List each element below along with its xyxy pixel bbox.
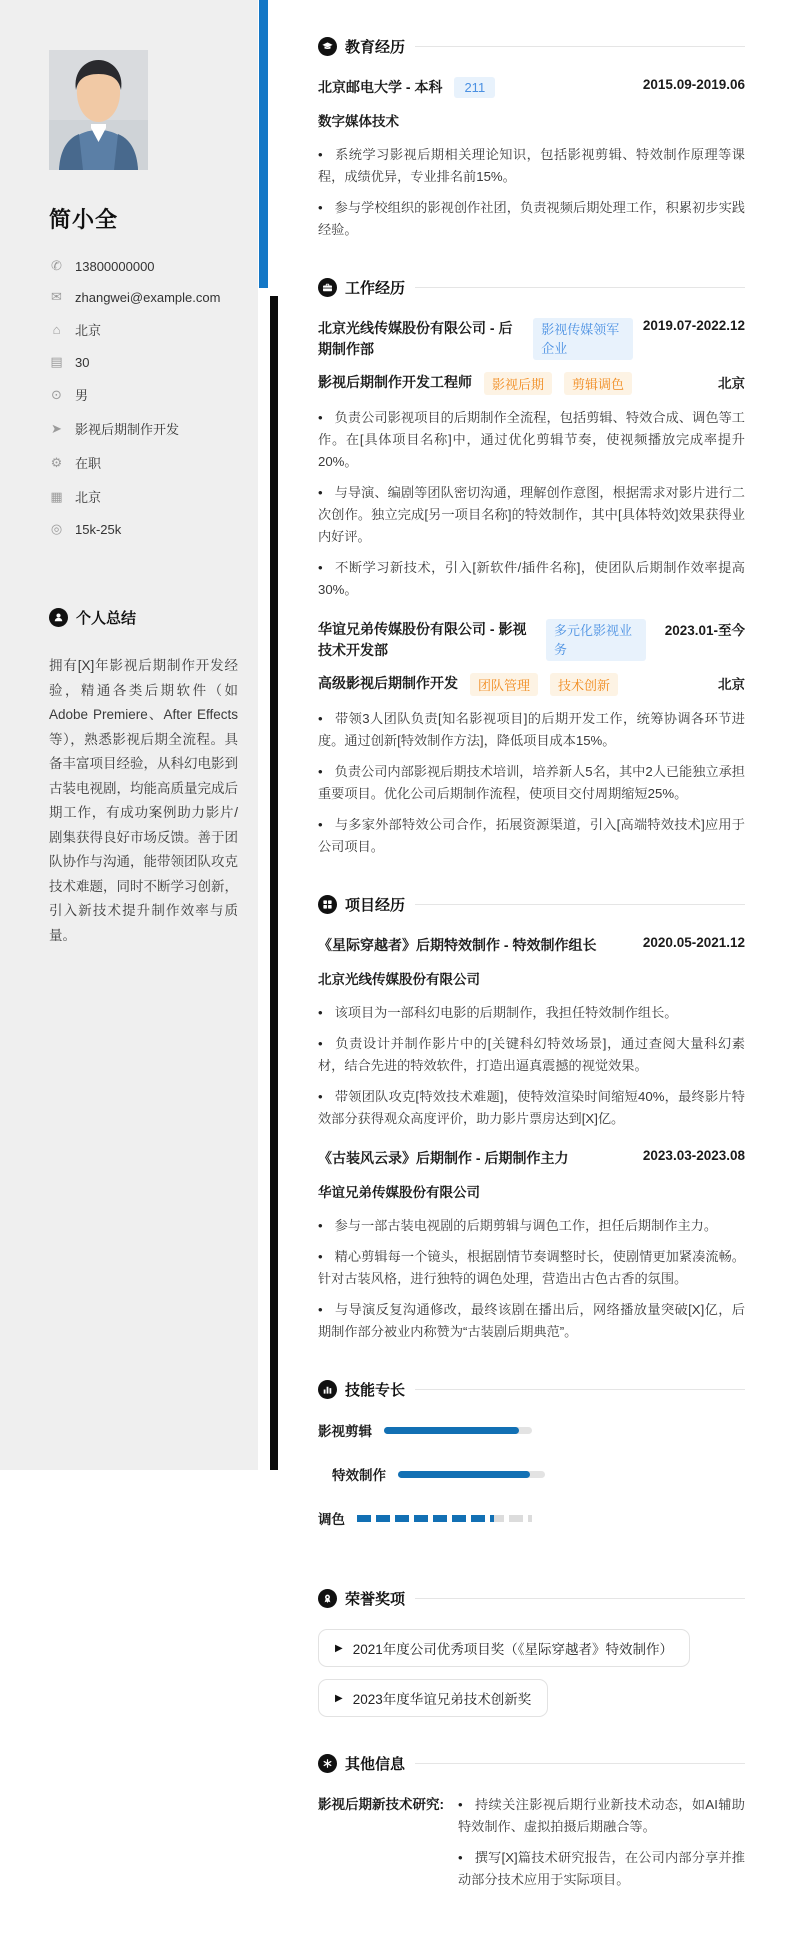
contact-job-intention: ➤ 影视后期制作开发 xyxy=(49,419,238,438)
company-row xyxy=(318,318,745,360)
position-name: 高级影视后期制作开发 xyxy=(318,675,458,691)
honors-section xyxy=(318,1588,745,1717)
project-bullet: • 精心剪辑每一个镜头，根据剧情节奏调整时长，使剧情更加紧凑流畅。针对古装风格，进行独特的调色处理，营造出古色古香的氛围。 xyxy=(318,1249,745,1286)
project-date: 2023.03-2023.08 xyxy=(642,1148,745,1163)
project-name: 《古装风云录》后期制作 - 后期制作主力 xyxy=(318,1150,569,1166)
paper-plane-icon: ➤ xyxy=(51,420,62,436)
skill-name: 调色 xyxy=(318,1512,345,1527)
skills-title: 技能专长 xyxy=(345,1382,406,1399)
projects-title: 项目经历 xyxy=(345,897,406,914)
other-bullets xyxy=(458,1794,745,1900)
header-divider xyxy=(415,46,745,47)
accent-bar-blue xyxy=(259,0,268,288)
contact-work-status: ⚙ 在职 xyxy=(50,454,102,471)
education-header xyxy=(318,36,745,57)
project-company: 华谊兄弟传媒股份有限公司 xyxy=(318,1185,480,1200)
project-bullet: • 带领团队攻克[特效技术难题]，使特效渲染时间缩短40%，最终影片特效部分获得观众高度评价，助力影片票房达到[X]亿。 xyxy=(318,1089,745,1126)
medal-icon xyxy=(318,1589,337,1608)
education-major: 数字媒体技术 xyxy=(318,114,399,129)
work-bullet: • 不断学习新技术，引入[新软件/插件名称]，使团队后期制作效率提高30%。 xyxy=(318,560,745,597)
skill-name: 特效制作 xyxy=(332,1468,386,1483)
contact-age: ▤ 30 xyxy=(50,354,90,370)
project-entry xyxy=(318,935,745,1130)
work-entry xyxy=(318,619,745,858)
play-triangle-icon: ▶ xyxy=(335,1692,343,1704)
project-title-row xyxy=(318,935,745,956)
other-section xyxy=(318,1753,745,1900)
education-bullet: • 系统学习影视后期相关理论知识，包括影视剪辑、特效制作原理等课程，成绩优异，专业排名前15%。 xyxy=(318,147,745,184)
skill-bar-segmented xyxy=(357,1515,532,1522)
project-bullet: • 负责设计并制作影片中的[关键科幻特效场景]，通过查阅大量科幻素材，结合先进的特效软件，打造出逼真震撼的视觉效果。 xyxy=(318,1036,745,1073)
company-badge: 多元化影视业务 xyxy=(546,619,646,661)
company-name: 北京光线传媒股份有限公司 - 后期制作部 xyxy=(318,320,513,357)
header-divider xyxy=(415,287,745,288)
skill-bar-fill xyxy=(398,1471,530,1478)
honor-pill: ▶ 2023年度华谊兄弟技术创新奖 xyxy=(318,1679,548,1717)
education-title: 教育经历 xyxy=(345,39,406,56)
asterisk-icon xyxy=(318,1754,337,1773)
work-section xyxy=(318,277,745,858)
education-bullet: • 参与学校组织的影视创作社团，负责视频后期处理工作，积累初步实践经验。 xyxy=(318,200,745,237)
school-name: 北京邮电大学 - 本科 xyxy=(318,79,443,95)
work-header xyxy=(318,277,745,298)
person-name: 简小全 xyxy=(49,207,119,232)
work-entry xyxy=(318,318,745,601)
education-entry-row xyxy=(318,77,745,98)
skills-section xyxy=(318,1379,745,1552)
play-triangle-icon: ▶ xyxy=(335,1642,343,1654)
honors-title: 荣誉奖项 xyxy=(345,1591,406,1608)
bullet-dot: • xyxy=(318,147,323,162)
position-tag: 团队管理 xyxy=(470,673,538,696)
position-tag: 剪辑调色 xyxy=(564,372,632,395)
contact-home: ⌂ 北京 xyxy=(49,320,238,339)
skill-bar xyxy=(398,1471,545,1478)
summary-header xyxy=(49,607,238,628)
work-bullet: • 与多家外部特效公司合作，拓展资源渠道，引入[高端特效技术]应用于公司项目。 xyxy=(318,817,745,854)
contact-city: ▦ 北京 xyxy=(50,488,102,505)
position-tag: 技术创新 xyxy=(550,673,618,696)
project-date: 2020.05-2021.12 xyxy=(642,935,745,950)
personal-summary-section xyxy=(49,607,238,948)
education-date: 2015.09-2019.06 xyxy=(642,77,745,92)
position-row xyxy=(318,673,745,696)
skill-bar-fill xyxy=(384,1427,519,1434)
project-name: 《星际穿越者》后期特效制作 - 特效制作组长 xyxy=(318,937,597,953)
skills-grid xyxy=(318,1420,745,1552)
position-name: 影视后期制作开发工程师 xyxy=(318,374,472,390)
contact-email: ✉ zhangwei@example.com xyxy=(49,289,238,305)
other-bullet: • 持续关注影视后期行业新技术动态，如AI辅助特效制作、虚拟拍摄后期融合等。 xyxy=(458,1797,745,1834)
gear-icon: ⚙ xyxy=(50,454,63,470)
work-date: 2023.01-至今 xyxy=(664,623,745,638)
other-bullet: • 撰写[X]篇技术研究报告，在公司内部分享并推动部分技术应用于实际项目。 xyxy=(458,1850,745,1887)
position-row xyxy=(318,372,745,395)
header-divider xyxy=(415,1389,745,1390)
project-company: 北京光线传媒股份有限公司 xyxy=(318,972,480,987)
bar-chart-icon xyxy=(318,1380,337,1399)
project-bullet: • 与导演反复沟通修改，最终该剧在播出后，网络播放量突破[X]亿，后期制作部分被业内称赞为“古装剧后期典范”。 xyxy=(318,1302,745,1339)
work-bullet: • 带领3人团队负责[知名影视项目]的后期开发工作，统筹协调各环节进度。通过创新[特效制作方法]，降低项目成本15%。 xyxy=(318,711,745,748)
work-bullet: • 与导演、编剧等团队密切沟通，理解创作意图，根据需求对影片进行二次创作。独立完成[另一项目名称]的特效制作，其中[具体特效]效果获得业内好评。 xyxy=(318,485,745,544)
honors-header xyxy=(318,1588,745,1609)
header-divider xyxy=(415,904,745,905)
contact-phone: ✆ 13800000000 xyxy=(49,258,238,274)
other-header xyxy=(318,1753,745,1774)
skill-item xyxy=(332,1464,545,1484)
header-divider xyxy=(415,1763,745,1764)
project-bullet: • 该项目为一部科幻电影的后期制作，我担任特效制作组长。 xyxy=(318,1005,678,1020)
company-badge: 影视传媒领军企业 xyxy=(533,318,633,360)
work-bullet: • 负责公司内部影视后期技术培训，培养新人5名，其中2人已能独立承担重要项目。优化公司后期制作流程，使项目交付周期缩短25%。 xyxy=(318,764,745,801)
project-bullet: • 参与一部古装电视剧的后期剪辑与调色工作，担任后期制作主力。 xyxy=(318,1218,718,1233)
resume-main xyxy=(318,36,745,1936)
contact-list xyxy=(49,258,238,537)
salary-icon: ◎ xyxy=(50,521,63,536)
sidebar xyxy=(0,0,258,1470)
home-icon: ⌂ xyxy=(52,322,61,337)
summary-text: 拥有[X]年影视后期制作开发经验，精通各类后期软件（如Adobe Premiere、After Effects等），熟悉影视后期全流程。具备丰富项目经验，从科幻电影到古装电视剧，均能高质量完成后期工作，有成功案例助力影片/剧集获得良好市场反馈。善于团队协作与沟通，能带领团队攻克技术难题，同时不断学习创新，引入新技术提升制作效率与质量。 xyxy=(49,658,238,943)
work-title: 工作经历 xyxy=(345,280,406,297)
company-row xyxy=(318,619,745,661)
building-icon: ▦ xyxy=(50,488,63,504)
bullet-dot: • xyxy=(318,200,323,215)
contact-salary: ◎ 15k-25k xyxy=(50,521,122,537)
person-icon xyxy=(49,608,68,627)
summary-title: 个人总结 xyxy=(76,610,137,627)
work-location: 北京 xyxy=(718,376,745,391)
gender-icon: ⊙ xyxy=(51,386,62,402)
work-date: 2019.07-2022.12 xyxy=(642,318,745,333)
other-label: 影视后期新技术研究: xyxy=(318,1797,444,1812)
honor-pill: ▶ 2021年度公司优秀项目奖（《星际穿越者》特效制作） xyxy=(318,1629,690,1667)
school-211-badge: 211 xyxy=(454,77,495,98)
email-icon: ✉ xyxy=(51,289,62,304)
age-icon: ▤ xyxy=(50,354,63,369)
work-bullet: • 负责公司影视项目的后期制作全流程，包括剪辑、特效合成、调色等工作。在[具体项目名称]中，通过优化剪辑节奏，使视频播放完成率提升20%。 xyxy=(318,410,745,469)
projects-section xyxy=(318,894,745,1343)
work-location: 北京 xyxy=(718,677,745,692)
other-row xyxy=(318,1794,745,1900)
divider-bar-black xyxy=(270,296,278,1470)
grid-icon xyxy=(318,895,337,914)
graduation-cap-icon xyxy=(318,37,337,56)
education-section xyxy=(318,36,745,241)
skill-name: 影视剪辑 xyxy=(318,1424,372,1439)
project-title-row xyxy=(318,1148,745,1169)
company-name: 华谊兄弟传媒股份有限公司 - 影视技术开发部 xyxy=(318,621,527,658)
project-entry xyxy=(318,1148,745,1343)
phone-icon: ✆ xyxy=(51,258,62,273)
skill-item xyxy=(318,1508,532,1528)
skill-item xyxy=(318,1420,532,1440)
briefcase-icon xyxy=(318,278,337,297)
header-divider xyxy=(415,1598,745,1599)
skill-bar xyxy=(384,1427,532,1434)
profile-photo xyxy=(49,50,148,170)
contact-gender: ⊙ 男 xyxy=(49,385,238,404)
other-title: 其他信息 xyxy=(345,1756,406,1773)
skill-bar-fill xyxy=(357,1515,494,1522)
skills-header xyxy=(318,1379,745,1400)
position-tag: 影视后期 xyxy=(484,372,552,395)
projects-header xyxy=(318,894,745,915)
